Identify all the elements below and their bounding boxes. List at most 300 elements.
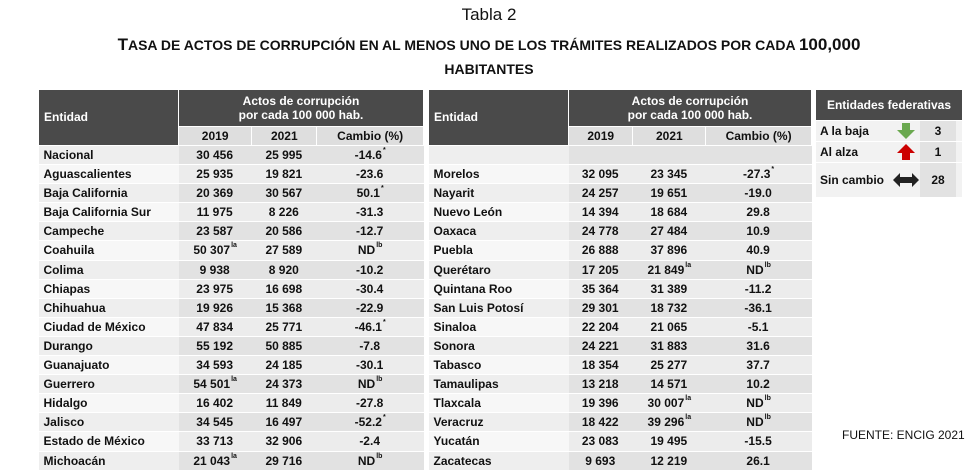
- change-pct: [317, 279, 424, 298]
- table-row: [429, 279, 812, 298]
- summary-count: 1: [920, 142, 956, 162]
- change-pct-value: -10.2: [355, 262, 384, 277]
- value-2021-value: 19 821: [265, 167, 303, 182]
- state-name: Jalisco: [39, 413, 179, 432]
- value-2019-value: 19 396: [581, 396, 619, 411]
- value-2021-value: 8 920: [268, 262, 299, 277]
- value-2021: [252, 165, 317, 184]
- table-row: [39, 203, 424, 222]
- change-pct-value: 29.8: [746, 205, 770, 220]
- change-pct-value: 31.6: [746, 338, 770, 353]
- change-pct: [706, 260, 812, 279]
- arrow-down-icon: [892, 122, 920, 140]
- table-row: [429, 165, 812, 184]
- value-2019: [179, 184, 252, 203]
- state-name: Estado de México: [39, 432, 179, 451]
- change-pct-value: -30.1: [355, 358, 384, 373]
- state-name: Quintana Roo: [429, 279, 569, 298]
- value-2021-note: la: [685, 261, 692, 269]
- arrow-up-icon: [892, 143, 920, 161]
- value-2021-value: 18 732: [650, 300, 688, 315]
- state-name: Guanajuato: [39, 356, 179, 375]
- value-2021-value: 24 373: [265, 377, 303, 392]
- change-pct: [317, 260, 424, 279]
- value-2021: [252, 356, 317, 375]
- value-2019: [569, 222, 633, 241]
- value-2019-value: 18 354: [581, 358, 619, 373]
- value-2019: [179, 375, 252, 394]
- value-2021: [633, 241, 706, 260]
- value-2021-value: 19 651: [650, 186, 688, 201]
- value-2021: [633, 184, 706, 203]
- value-2021: [252, 146, 317, 165]
- change-pct-note: *: [771, 166, 775, 174]
- change-pct: [706, 146, 812, 165]
- value-2021: [633, 260, 706, 279]
- table-row: [429, 413, 812, 432]
- change-pct-value: -23.6: [355, 167, 384, 182]
- value-2019: [179, 279, 252, 298]
- table-row: [39, 394, 424, 413]
- right-table: [428, 89, 812, 471]
- table-row: [39, 260, 424, 279]
- value-2019-value: 26 888: [581, 243, 619, 258]
- header-group-line2: por cada 100 000 hab.: [627, 108, 753, 122]
- change-pct-value: 10.9: [746, 224, 770, 239]
- value-2019: [179, 203, 252, 222]
- value-2019: [179, 165, 252, 184]
- change-pct-note: lb: [764, 395, 771, 403]
- value-2021-note: la: [685, 395, 692, 403]
- value-2021: [633, 375, 706, 394]
- change-pct-value: -46.1: [354, 319, 382, 334]
- value-2021: [252, 394, 317, 413]
- table-row: [429, 146, 812, 165]
- value-2021-value: 29 716: [265, 453, 303, 468]
- summary-label: Al alza: [820, 145, 859, 159]
- state-name: Colima: [39, 260, 179, 279]
- value-2019-value: 30 456: [196, 148, 233, 162]
- left-table: [38, 89, 424, 471]
- value-2021-value: 50 885: [265, 338, 303, 353]
- value-2021: [252, 375, 317, 394]
- change-pct: [706, 375, 812, 394]
- value-2019: [179, 432, 252, 451]
- value-2019-value: 24 221: [581, 338, 619, 353]
- value-2021-value: 31 389: [650, 281, 688, 296]
- header-entidad: Entidad: [429, 90, 569, 146]
- value-2021: [633, 146, 706, 165]
- table-row: [39, 375, 424, 394]
- source-note: FUENTE: ENCIG 2021: [842, 428, 965, 442]
- value-2019: [569, 394, 633, 413]
- state-name: Ciudad de México: [39, 317, 179, 336]
- value-2019-value: 55 192: [196, 338, 233, 353]
- change-pct: [706, 184, 812, 203]
- summary-count: 3: [920, 121, 956, 141]
- value-2021: [633, 413, 706, 432]
- change-pct: [706, 394, 812, 413]
- change-pct-value: -2.4: [359, 434, 380, 449]
- value-2021: [633, 317, 706, 336]
- value-2021: [252, 184, 317, 203]
- value-2019-value: 33 713: [196, 434, 233, 449]
- change-pct-value: -27.8: [355, 396, 384, 411]
- value-2021: [633, 279, 706, 298]
- value-2021-value: 37 896: [650, 243, 688, 258]
- value-2021-value: 16 497: [265, 415, 303, 430]
- value-2021-value: 30 007: [647, 396, 685, 411]
- table-row: [39, 184, 424, 203]
- table-row: [429, 336, 812, 355]
- value-2019-value: 25 935: [196, 167, 233, 182]
- change-pct-value: 37.7: [746, 358, 770, 373]
- value-2021-value: 25 771: [265, 319, 303, 334]
- value-2019: [569, 432, 633, 451]
- state-name: Hidalgo: [39, 394, 179, 413]
- value-2019-value: 47 834: [196, 319, 233, 334]
- value-2021: [633, 165, 706, 184]
- change-pct-value: -36.1: [744, 300, 772, 315]
- value-2019: [179, 260, 252, 279]
- value-2019-value: 34 545: [196, 415, 233, 430]
- change-pct: [317, 146, 424, 165]
- value-2019-value: 35 364: [581, 281, 619, 296]
- state-name: Tlaxcala: [429, 394, 569, 413]
- value-2019: [569, 298, 633, 317]
- state-name: Sonora: [429, 336, 569, 355]
- state-name: Baja California: [39, 184, 179, 203]
- summary-label: Sin cambio: [820, 173, 885, 187]
- value-2021-value: 21 065: [650, 319, 688, 334]
- change-pct: [317, 394, 424, 413]
- change-pct: [317, 336, 424, 355]
- value-2019: [569, 356, 633, 375]
- title-main: ASA DE ACTOS DE CORRUPCIÓN EN AL MENOS UNO DE LOS TRÁMITES REALIZADOS POR CADA: [127, 37, 799, 53]
- value-2019: [179, 317, 252, 336]
- change-pct-value: 50.1: [356, 186, 380, 201]
- change-pct-value: ND: [746, 262, 764, 277]
- value-2021-value: 11 849: [265, 396, 302, 411]
- value-2019: [569, 203, 633, 222]
- state-name: Nuevo León: [429, 203, 569, 222]
- state-name: Durango: [39, 336, 179, 355]
- state-name: Campeche: [39, 222, 179, 241]
- state-name: Tabasco: [429, 356, 569, 375]
- table-row: [429, 241, 812, 260]
- value-2019-value: 11 975: [196, 205, 233, 220]
- value-2021-value: 14 571: [650, 377, 688, 392]
- value-2019: [179, 146, 252, 165]
- change-pct-value: 10.2: [746, 377, 770, 392]
- change-pct-value: -7.8: [359, 338, 380, 353]
- title-line2: HABITANTES: [444, 61, 534, 77]
- summary-count: 28: [920, 163, 956, 197]
- value-2019-value: 34 593: [196, 358, 233, 373]
- value-2021-value: 18 684: [650, 205, 688, 220]
- header-group: [179, 90, 424, 127]
- state-name: Yucatán: [429, 432, 569, 451]
- change-pct-value: -14.6: [354, 148, 382, 162]
- value-2019-value: 18 422: [581, 415, 619, 430]
- state-name: Chiapas: [39, 279, 179, 298]
- change-pct: [317, 451, 424, 470]
- value-2021-note: la: [685, 414, 692, 422]
- summary-row-up: [816, 141, 962, 162]
- value-2019-value: 54 501: [193, 377, 231, 392]
- change-pct-value: ND: [357, 453, 376, 468]
- header-2019: 2019: [569, 127, 633, 146]
- change-pct-value: -27.3: [743, 167, 771, 182]
- value-2019: [569, 241, 633, 260]
- table-row: [429, 394, 812, 413]
- state-name: Oaxaca: [429, 222, 569, 241]
- value-2019-value: 17 205: [581, 262, 619, 277]
- change-pct: [317, 375, 424, 394]
- value-2021: [633, 451, 706, 470]
- value-2019-value: 24 257: [581, 186, 619, 201]
- change-pct-note: lb: [376, 376, 383, 384]
- state-name: Michoacán: [39, 451, 179, 470]
- header-group-line1: Actos de corrupción: [242, 94, 360, 108]
- table-row: [429, 222, 812, 241]
- change-pct-value: ND: [357, 243, 376, 258]
- value-2021-value: 32 906: [265, 434, 303, 449]
- value-2021: [633, 222, 706, 241]
- value-2021-value: 16 698: [265, 281, 303, 296]
- value-2021: [633, 298, 706, 317]
- change-pct-note: *: [382, 147, 386, 154]
- value-2019-value: 14 394: [581, 205, 619, 220]
- change-pct-value: -19.0: [744, 186, 772, 201]
- state-name: Nayarit: [429, 184, 569, 203]
- value-2019-note: la: [231, 242, 237, 250]
- arrow-left-right-icon: [892, 173, 920, 187]
- value-2019-value: 23 083: [581, 434, 619, 449]
- value-2019-value: 20 369: [196, 186, 233, 201]
- value-2019-value: 24 778: [581, 224, 619, 239]
- header-group-line1: Actos de corrupción: [631, 94, 749, 108]
- state-name: Puebla: [429, 241, 569, 260]
- table-row: [429, 184, 812, 203]
- state-name: Tamaulipas: [429, 375, 569, 394]
- change-pct-value: -22.9: [355, 300, 384, 315]
- change-pct-value: 40.9: [746, 243, 770, 258]
- title-number: 100,000: [798, 35, 861, 54]
- value-2019-value: 29 301: [581, 300, 619, 315]
- value-2021: [252, 413, 317, 432]
- change-pct-value: 26.1: [746, 453, 770, 468]
- table-row: [39, 279, 424, 298]
- table-row: [429, 375, 812, 394]
- value-2021-value: 23 345: [650, 167, 688, 182]
- change-pct-value: ND: [746, 415, 764, 430]
- left-table-body: [39, 146, 424, 471]
- table-row: [39, 317, 424, 336]
- change-pct: [317, 356, 424, 375]
- change-pct-note: lb: [764, 414, 771, 422]
- change-pct-value: -11.2: [744, 281, 772, 296]
- value-2019: [179, 356, 252, 375]
- change-pct-value: ND: [357, 377, 376, 392]
- value-2021-value: 15 368: [265, 300, 303, 315]
- value-2019: [569, 184, 633, 203]
- value-2021-value: 27 484: [650, 224, 688, 239]
- value-2019: [179, 241, 252, 260]
- header-group-line2: por cada 100 000 hab.: [238, 108, 364, 122]
- change-pct-note: *: [382, 414, 386, 422]
- change-pct-value: -5.1: [747, 319, 769, 334]
- table-title: [20, 33, 958, 81]
- value-2019-value: 23 975: [196, 281, 233, 296]
- value-2021-value: 25 995: [265, 148, 303, 162]
- state-name: Sinaloa: [429, 317, 569, 336]
- change-pct: [706, 336, 812, 355]
- summary-row-down: [816, 120, 962, 141]
- state-name: Veracruz: [429, 413, 569, 432]
- header-entidad: Entidad: [39, 90, 179, 146]
- change-pct: [317, 413, 424, 432]
- value-2019: [569, 451, 633, 470]
- value-2019: [569, 260, 633, 279]
- value-2019-value: 9 693: [585, 453, 616, 468]
- header-cambio: Cambio (%): [317, 127, 424, 146]
- change-pct: [317, 203, 424, 222]
- change-pct-value: -31.3: [355, 205, 384, 220]
- table-row: [39, 432, 424, 451]
- table-row: [39, 413, 424, 432]
- change-pct-value: -12.7: [355, 224, 384, 239]
- value-2019: [179, 222, 252, 241]
- table-row: [429, 432, 812, 451]
- state-name: Baja California Sur: [39, 203, 179, 222]
- change-pct: [706, 165, 812, 184]
- table-caption: Tabla 2: [461, 5, 517, 24]
- change-pct: [317, 222, 424, 241]
- value-2021: [252, 241, 317, 260]
- change-pct: [317, 432, 424, 451]
- value-2019: [569, 165, 633, 184]
- value-2021: [252, 298, 317, 317]
- value-2019: [569, 375, 633, 394]
- value-2019-value: 23 587: [196, 224, 233, 239]
- value-2019: [179, 394, 252, 413]
- change-pct: [317, 184, 424, 203]
- change-pct: [706, 298, 812, 317]
- state-name: [429, 146, 569, 165]
- change-pct-value: -30.4: [355, 281, 384, 296]
- table-row: [429, 203, 812, 222]
- table-row: [429, 317, 812, 336]
- summary-label: A la baja: [820, 124, 869, 138]
- value-2021-value: 30 567: [265, 186, 303, 201]
- change-pct-value: ND: [746, 396, 764, 411]
- table-row: [39, 222, 424, 241]
- change-pct: [706, 413, 812, 432]
- state-name: Coahuila: [39, 241, 179, 260]
- value-2021-value: 25 277: [650, 358, 688, 373]
- change-pct: [706, 203, 812, 222]
- table-row: [39, 356, 424, 375]
- state-name: San Luis Potosí: [429, 298, 569, 317]
- value-2019: [569, 279, 633, 298]
- change-pct: [706, 451, 812, 470]
- value-2019: [179, 298, 252, 317]
- right-table-body: [429, 146, 812, 471]
- table-row: [39, 146, 424, 165]
- state-name: Aguascalientes: [39, 165, 179, 184]
- table-row: [429, 356, 812, 375]
- value-2019: [569, 336, 633, 355]
- change-pct: [706, 432, 812, 451]
- summary-title: Entidades federativas: [816, 90, 962, 120]
- value-2021: [252, 317, 317, 336]
- header-group: [569, 90, 812, 127]
- value-2021-value: 12 219: [650, 453, 688, 468]
- change-pct-note: lb: [764, 261, 771, 269]
- change-pct: [706, 241, 812, 260]
- change-pct-value: -15.5: [744, 434, 772, 449]
- title-initial: T: [117, 35, 128, 54]
- value-2021: [252, 279, 317, 298]
- value-2021-value: 21 849: [647, 262, 685, 277]
- value-2021-value: 24 185: [265, 358, 303, 373]
- value-2019-value: 13 218: [581, 377, 619, 392]
- value-2019-note: la: [231, 376, 237, 384]
- state-name: Morelos: [429, 165, 569, 184]
- table-row: [39, 451, 424, 470]
- value-2021: [633, 432, 706, 451]
- value-2021: [252, 222, 317, 241]
- value-2019-value: 21 043: [193, 453, 231, 468]
- table-row: [39, 241, 424, 260]
- value-2021-value: 19 495: [650, 434, 688, 449]
- state-name: Querétaro: [429, 260, 569, 279]
- value-2019: [569, 317, 633, 336]
- change-pct-note: lb: [376, 452, 383, 460]
- value-2019: [569, 146, 633, 165]
- value-2021-value: 27 589: [265, 243, 303, 258]
- change-pct: [706, 317, 812, 336]
- value-2019-value: 16 402: [196, 396, 233, 411]
- value-2021: [633, 203, 706, 222]
- value-2021: [633, 336, 706, 355]
- table-row: [429, 298, 812, 317]
- value-2021: [252, 336, 317, 355]
- state-name: Zacatecas: [429, 451, 569, 470]
- value-2021-value: 31 883: [650, 338, 688, 353]
- change-pct: [317, 298, 424, 317]
- summary-panel: [816, 90, 962, 197]
- change-pct-value: -52.2: [354, 415, 382, 430]
- header-2019: 2019: [179, 127, 252, 146]
- value-2019-value: 32 095: [581, 167, 619, 182]
- change-pct: [317, 241, 424, 260]
- value-2021: [252, 260, 317, 279]
- change-pct-note: *: [382, 318, 386, 326]
- change-pct: [706, 356, 812, 375]
- value-2019: [569, 413, 633, 432]
- value-2021-value: 8 226: [268, 205, 299, 220]
- table-row: [429, 451, 812, 470]
- header-2021: 2021: [252, 127, 317, 146]
- header-2021: 2021: [633, 127, 706, 146]
- value-2021: [633, 394, 706, 413]
- change-pct-note: lb: [376, 242, 383, 250]
- value-2021-value: 39 296: [647, 415, 685, 430]
- table-row: [429, 260, 812, 279]
- table-row: [39, 165, 424, 184]
